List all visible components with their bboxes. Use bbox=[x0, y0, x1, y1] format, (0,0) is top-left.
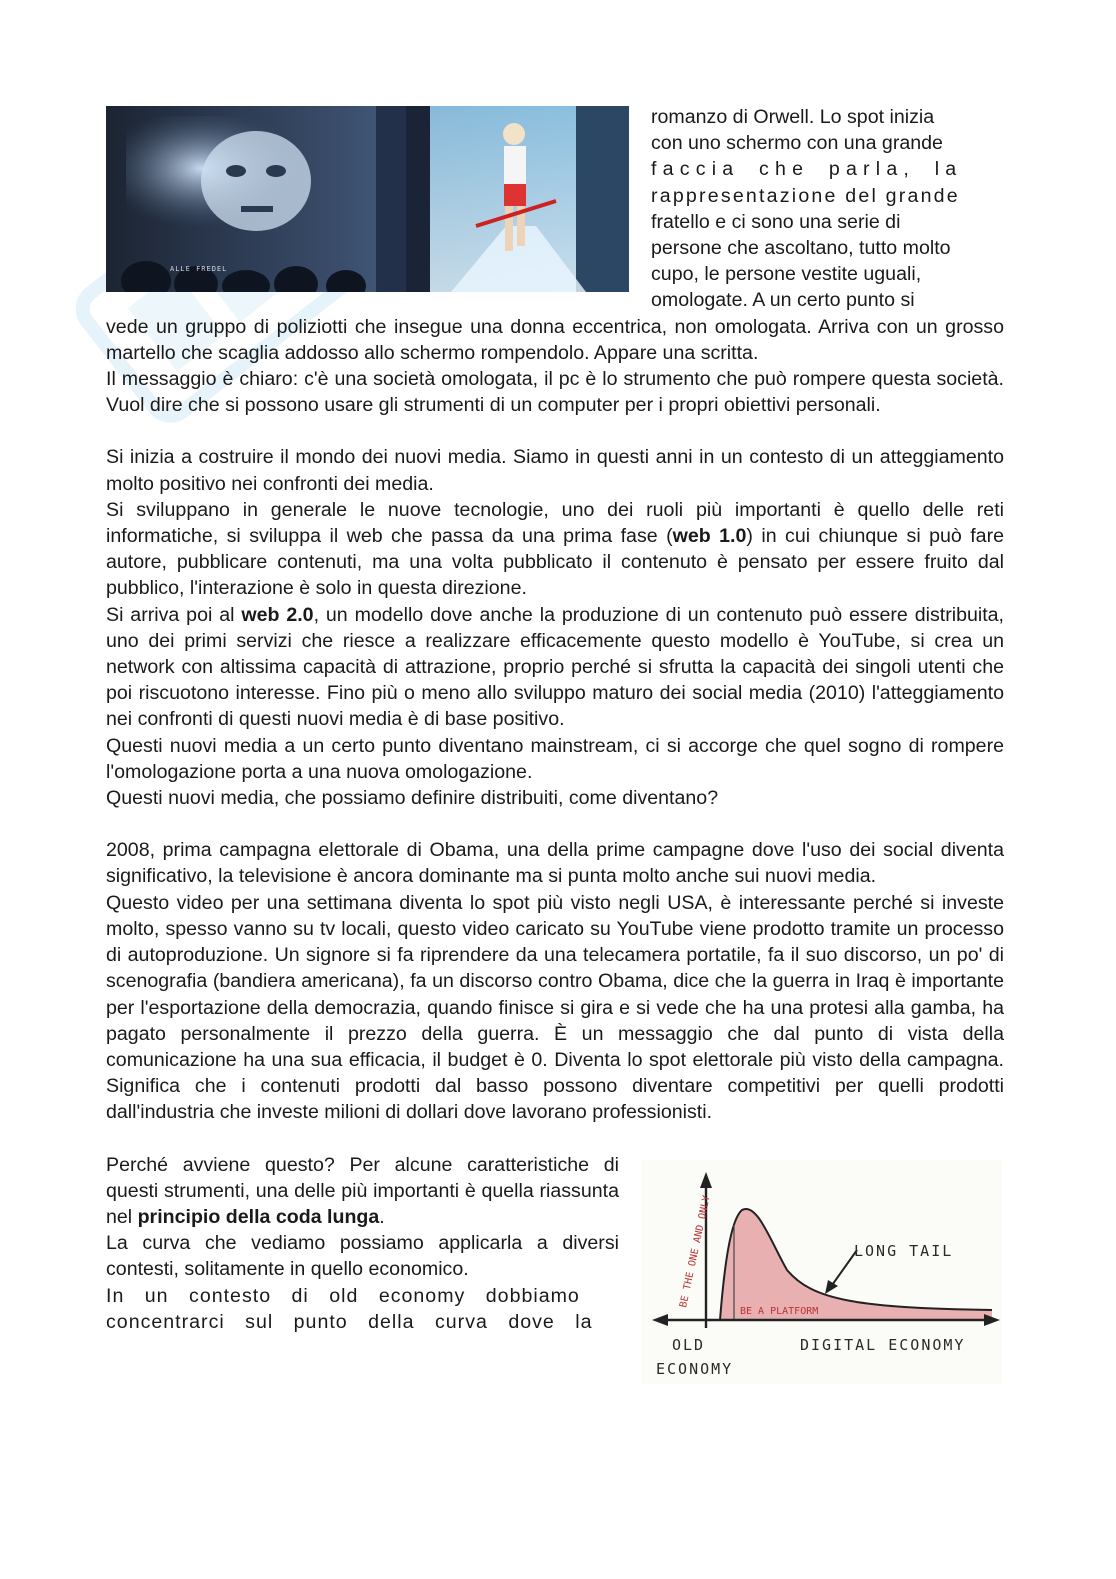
intro-line: faccia che parla, la bbox=[651, 158, 963, 181]
economy-label: ECONOMY bbox=[656, 1359, 734, 1378]
paragraph: Si arriva poi al web 2.0, un modello dove anche la produzione di un contenuto può essere distribuita, uno dei primi servizi che riesce a realizzare efficacemente questo modello è YouTube, si crea un network con altissima capacità di attrazione, proprio perché si sfrutta la capacità dei singoli utenti che poi riscuotono interesse. Fino più o meno allo sviluppo maturo dei social media (2010) l'atteggiamento nei confronti di questi nuovi media è di base positivo. bbox=[106, 603, 1004, 731]
document-page bbox=[106, 104, 1004, 1392]
paragraph: Perché avviene questo? Per alcune caratteristiche di questi strumenti, una delle più importanti è quella riassunta nel principio della coda lunga. bbox=[106, 1153, 619, 1228]
intro-line: persone che ascoltano, tutto molto bbox=[651, 237, 951, 260]
long-tail-section bbox=[106, 1152, 1004, 1392]
intro-line: cupo, le persone vestite uguali, bbox=[651, 263, 922, 286]
be-a-platform-label: BE A PLATFORM bbox=[740, 1305, 819, 1317]
paragraph: Si sviluppano in generale le nuove tecnologie, uno dei ruoli più importanti è quello delle reti informatiche, si sviluppa il web che passa da una prima fase (web 1.0) in cui chiunque si può fare autore, pubblicare contenuti, ma una volta pubblicato il contenuto è pensato per essere fruito dal pubblico, l'interazione è solo in questa direzione. bbox=[106, 498, 1005, 600]
paragraph: Questi nuovi media a un certo punto diventano mainstream, ci si accorge che quel sogno di rompere l'omologazione porta a una nuova omologazione. bbox=[106, 734, 1004, 783]
intro-line: fratello e ci sono una serie di bbox=[651, 210, 901, 233]
paragraph: Il messaggio è chiaro: c'è una società omologata, il pc è lo strumento che può rompere questa società. Vuol dire che si possono usare gli strumenti di un computer per i propri obiettivi personali. bbox=[106, 368, 1004, 417]
digital-economy-label: DIGITAL ECONOMY bbox=[800, 1335, 966, 1354]
paragraph: 2008, prima campagna elettorale di Obama, una della prime campagne dove l'uso dei social diventa significativo, la televisione è ancora dominante ma si punta molto anche sui nuovi media. bbox=[106, 839, 1004, 888]
web2-term: web 2.0 bbox=[241, 603, 314, 626]
long-tail-term: principio della coda lunga bbox=[137, 1205, 380, 1228]
intro-line: omologate. A un certo punto si bbox=[651, 289, 915, 312]
paragraph: vede un gruppo di poliziotti che insegue una donna eccentrica, non omologata. Arriva con un grosso martello che scaglia addosso allo schermo rompendolo. Appare una scritta. bbox=[106, 315, 1004, 364]
intro-line: con uno schermo con una grande bbox=[651, 132, 943, 155]
long-tail-label: LONG TAIL bbox=[854, 1241, 954, 1260]
paragraph-line: In un contesto di old economy dobbiamo bbox=[106, 1284, 580, 1307]
paragraph: Questo video per una settimana diventa lo spot più visto negli USA, è interessante perché si investe molto, spesso vanno su tv locali, questo video caricato su YouTube viene prodotto tramite un processo di autoproduzione. Un signore si fa riprendere da una telecamera portatile, fa il suo discorso, un po' di scenografia (bandiera americana), fa un discorso contro Obama, dice che la guerra in Iraq è importante per l'esportazione della democrazia, quando finisce si gira e si vede che ha una protesi alla gamba, ha pagato personalmente il prezzo della guerra. È un messaggio che dal punto di vista della comunicazione ha una sua efficacia, il budget è 0. Diventa lo spot elettorale più visto della campagna. Significa che i contenuti prodotti dal basso possono diventare competitivi per quelli prodotti dall'industria che investe milioni di dollari dove lavorano professionisti. bbox=[106, 891, 1004, 1124]
web1-term: web 1.0 bbox=[672, 525, 747, 548]
long-tail-text bbox=[106, 1152, 619, 1335]
old-label: OLD bbox=[672, 1335, 706, 1354]
hero-image bbox=[106, 106, 629, 292]
paragraph-line: concentrarci sul punto della curva dove la bbox=[106, 1310, 593, 1333]
paragraph: Questi nuovi media, che possiamo definire distribuiti, come diventano? bbox=[106, 787, 719, 810]
be-the-one-label: BE THE ONE AND ONLY bbox=[678, 1193, 713, 1309]
paragraph: La curva che vediamo possiamo applicarla a diversi contesti, solitamente in quello economico. bbox=[106, 1232, 619, 1281]
intro-line: rappresentazione del grande bbox=[651, 184, 960, 207]
intro-block bbox=[106, 104, 1004, 418]
intro-line: romanzo di Orwell. Lo spot inizia bbox=[651, 106, 935, 128]
paragraph: Si inizia a costruire il mondo dei nuovi media. Siamo in questi anni in un contesto di un atteggiamento molto positivo nei confronti dei media. bbox=[106, 446, 1004, 495]
hero-caption: ALLE FREDEL bbox=[170, 265, 228, 273]
long-tail-figure bbox=[642, 1160, 1002, 1384]
